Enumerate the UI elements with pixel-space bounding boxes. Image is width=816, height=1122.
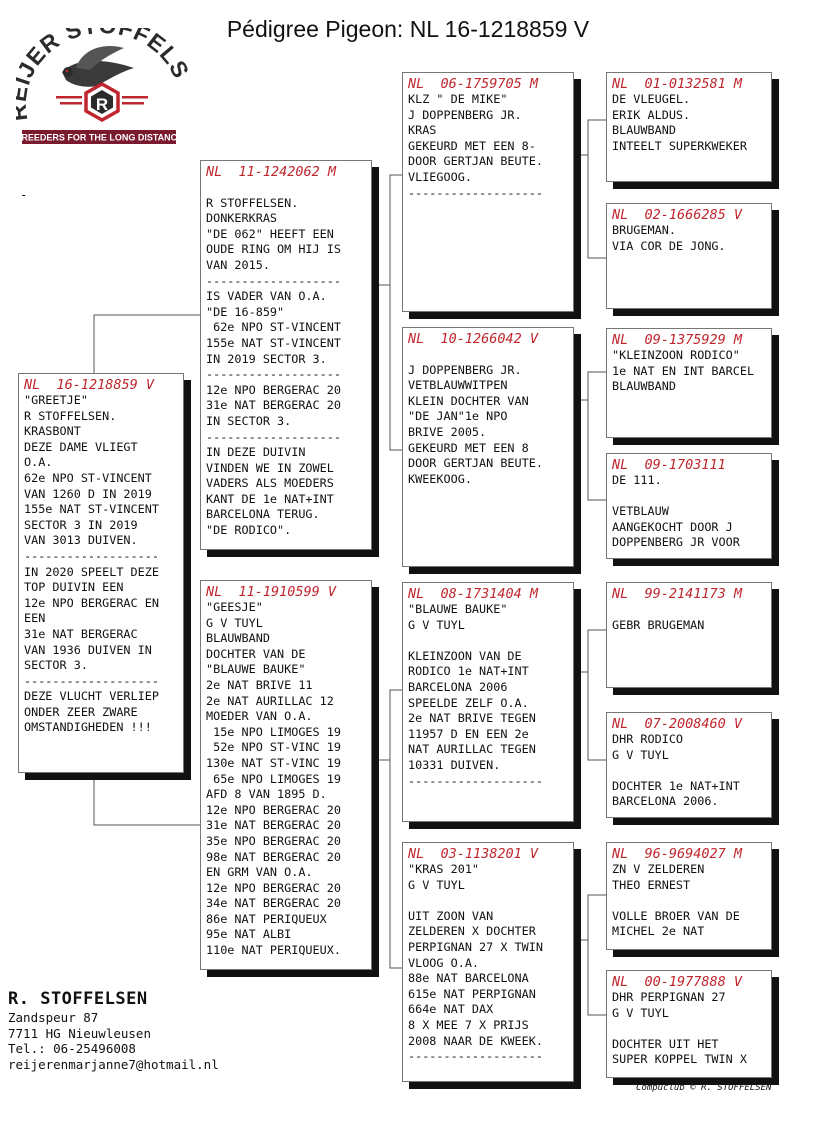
brand-name: ER S FFEL: [20, 28, 185, 71]
ring-number: NL 08-1731404 M: [408, 586, 539, 602]
ring-number: NL 01-0132581 M: [612, 76, 743, 92]
ring-number: NL 06-1759705 M: [408, 76, 539, 92]
owner-contact: [8, 988, 219, 1072]
stray-dash: -: [20, 188, 28, 202]
owner-postcode: 7711 HG Nieuwleusen: [8, 1025, 151, 1041]
card-text: "BLAUWE BAUKE" G V TUYL KLEINZOON VAN DE RODICO 1e NAT+INT BARCELONA 2006 SPEELDE ZELF O.A. 2e NAT BRIVE TEGEN 11957 D EN EEN 2e NAT AURILLAC TEGEN 10331 DUIVEN. -------------------: [408, 602, 543, 788]
card-text: DHR RODICO G V TUYL DOCHTER 1e NAT+INT BARCELONA 2006.: [612, 732, 740, 809]
ring-number: NL 96-9694027 M: [612, 846, 743, 862]
ring-number: NL 11-1242062 M: [206, 164, 337, 180]
card-text: KLZ " DE MIKE" J DOPPENBERG JR. KRAS GEKEURD MET EEN 8- DOOR GERTJAN BEUTE. VLIEGOOG. -------------------: [408, 92, 543, 200]
card-text: "KRAS 201" G V TUYL UIT ZOON VAN ZELDEREN X DOCHTER PERPIGNAN 27 X TWIN VLOOG O.A. 88e NAT BARCELONA 615e NAT PERPIGNAN 664e NAT DAX 8 X MEE 7 X PRIJS 2008 NAAR DE KWEEK. -------------------: [408, 862, 543, 1064]
pedigree-card-grandparent-3: [402, 582, 574, 822]
ring-number: NL 00-1977888 V: [612, 974, 743, 990]
card-text: ZN V ZELDEREN THEO ERNEST VOLLE BROER VAN DE MICHEL 2e NAT: [612, 862, 740, 939]
card-text: "GEESJE" G V TUYL BLAUWBAND DOCHTER VAN DE "BLAUWE BAUKE" 2e NAT BRIVE 11 2e NAT AURILLAC 12 MOEDER VAN O.A. 15e NPO LIMOGES 19 52e NPO ST-VINC 19 130e NAT ST-VINC 19 65e NPO LIMOGES 19 AFD 8 VAN 1895 D. 12e NPO BERGERAC 20 31e NAT BERGERAC 20 35e NPO BERGERAC 20 98e NAT BERGERAC 20 EN GRM VAN O.A. 12e NPO BERGERAC 20 34e NAT BERGERAC 20 86e NAT PERIQUEUX 95e NAT ALBI 110e NAT PERIQUEUX.: [206, 600, 341, 958]
pedigree-card-subject: [18, 373, 184, 773]
pedigree-card-great-grandparent-2: [606, 203, 772, 309]
pedigree-card-great-grandparent-6: [606, 712, 772, 818]
brand-tagline: BREEDERS FOR THE LONG DISTANCE: [16, 132, 184, 143]
owner-phone: Tel.: 06-25496008: [8, 1041, 136, 1056]
ring-number: NL 10-1266042 V: [408, 331, 539, 347]
card-text: R STOFFELSEN. DONKERKRAS "DE 062" HEEFT EEN OUDE RING OM HIJ IS VAN 2015. ------------------- IS VADER VAN O.A. "DE 16-859" 62e NPO ST-VINCENT 155e NAT ST-VINCENT IN 2019 SECTOR 3. ------------------- 12e NPO BERGERAC 20 31e NAT BERGERAC 20 IN SECTOR 3. ------------------- IN DEZE DUIVIN VINDEN WE IN ZOWEL VADERS ALS MOEDERS KANT DE 1e NAT+INT BARCELONA TERUG. "DE RODICO".: [206, 195, 341, 538]
pedigree-card-grandparent-4: [402, 842, 574, 1082]
pedigree-card-great-grandparent-4: [606, 453, 772, 559]
ring-number: NL 99-2141173 M: [612, 586, 743, 602]
software-credit: Compuclub © R. STOFFELSEN: [636, 1083, 772, 1093]
pedigree-card-sire: [200, 160, 372, 550]
card-text: "KLEINZOON RODICO" 1e NAT EN INT BARCEL BLAUWBAND: [612, 348, 755, 394]
svg-text:R: R: [95, 95, 109, 114]
ring-number: NL 02-1666285 V: [612, 207, 743, 223]
owner-name: R. STOFFELSEN: [8, 989, 148, 1009]
ring-number: NL 09-1703111: [612, 457, 726, 473]
card-text: DE 111. VETBLAUW AANGEKOCHT DOOR J DOPPENBERG JR VOOR: [612, 473, 740, 550]
ring-number: NL 03-1138201 V: [408, 846, 539, 862]
pedigree-card-great-grandparent-7: [606, 842, 772, 950]
ring-number: NL 16-1218859 V: [24, 377, 155, 393]
card-text: DE VLEUGEL. ERIK ALDUS. BLAUWBAND INTEELT SUPERKWEKER: [612, 92, 747, 153]
pedigree-card-grandparent-2: [402, 327, 574, 567]
pedigree-card-dam: [200, 580, 372, 970]
ring-number: NL 09-1375929 M: [612, 332, 743, 348]
card-text: DHR PERPIGNAN 27 G V TUYL DOCHTER UIT HET SUPER KOPPEL TWIN X: [612, 990, 747, 1067]
pedigree-card-grandparent-1: [402, 72, 574, 312]
pedigree-card-great-grandparent-8: [606, 970, 772, 1078]
card-text: GEBR BRUGEMAN: [612, 617, 705, 632]
card-text: "GREETJE" R STOFFELSEN. KRASBONT DEZE DAME VLIEGT O.A. 62e NPO ST-VINCENT VAN 1260 D IN 2019 155e NAT ST-VINCENT SECTOR 3 IN 2019 VAN 3013 DUIVEN. ------------------- IN 2020 SPEELT DEZE TOP DUIVIN EEN 12e NPO BERGERAC EN EEN 31e NAT BERGERAC VAN 1936 DUIVEN IN SECTOR 3. ------------------- DEZE VLUCHT VERLIEP ONDER ZEER ZWARE OMSTANDIGHEDEN !!!: [24, 393, 159, 735]
pedigree-card-great-grandparent-1: [606, 72, 772, 182]
ring-number: NL 07-2008460 V: [612, 716, 743, 732]
pedigree-card-great-grandparent-3: [606, 328, 772, 438]
pedigree-card-great-grandparent-5: [606, 582, 772, 688]
page-title: Pédigree Pigeon: NL 16-1218859 V: [226, 16, 590, 42]
owner-address: Zandspeur 87: [8, 1010, 99, 1025]
card-text: J DOPPENBERG JR. VETBLAUWWITPEN KLEIN DOCHTER VAN "DE JAN"1e NPO BRIVE 2005. GEKEURD MET EEN 8 DOOR GERTJAN BEUTE. KWEEKOOG.: [408, 362, 543, 486]
owner-email: reijerenmarjanne7@hotmail.nl: [8, 1056, 219, 1072]
card-text: BRUGEMAN. VIA COR DE JONG.: [612, 223, 726, 253]
ring-number: NL 11-1910599 V: [206, 584, 337, 600]
